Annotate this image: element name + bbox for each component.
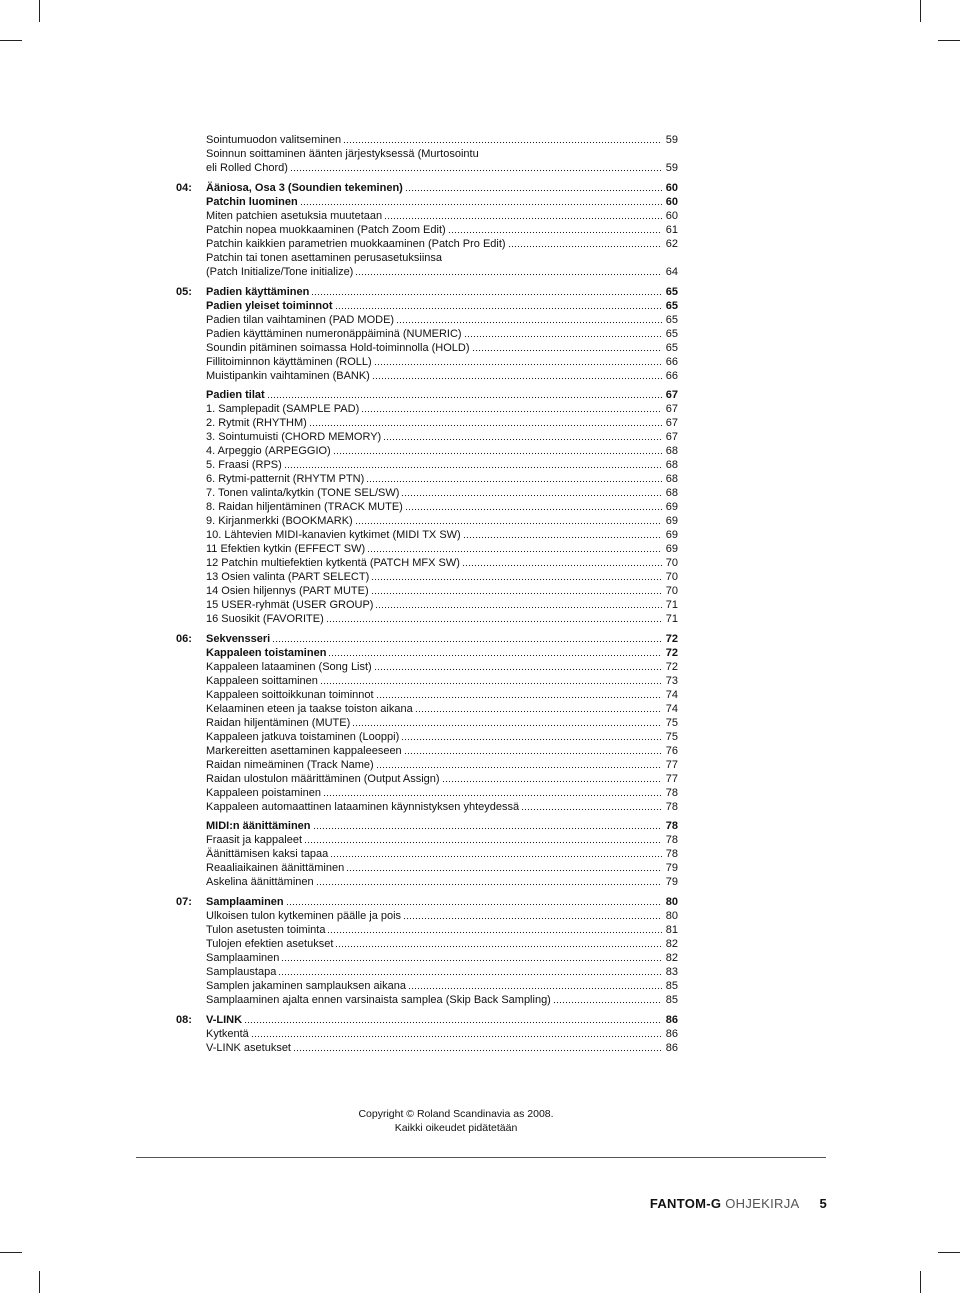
toc-entry — [206, 209, 678, 223]
toc-entry-title: Kappaleen jatkuva toistaminen (Looppi) — [206, 731, 400, 743]
toc-entry — [206, 847, 678, 861]
toc-entry — [206, 556, 678, 570]
toc-entry-title: Kytkentä — [206, 1028, 249, 1040]
toc-page-number: 65 — [665, 328, 678, 340]
toc-page-number: 61 — [665, 224, 678, 236]
dot-leader — [376, 696, 662, 699]
dot-leader — [284, 466, 662, 469]
toc-entry — [206, 237, 678, 251]
dot-leader — [333, 452, 662, 455]
toc-chapter — [176, 181, 678, 279]
dot-leader — [316, 883, 662, 886]
toc-page-number: 73 — [665, 675, 678, 687]
dot-leader — [290, 169, 662, 172]
toc-page-number: 60 — [665, 196, 678, 208]
dot-leader — [343, 141, 662, 144]
toc-entry — [206, 1027, 678, 1041]
page-number: 5 — [819, 1196, 827, 1211]
toc-entry-title: Padien käyttäminen numeronäppäiminä (NUMERIC) — [206, 328, 462, 340]
crop-mark — [0, 40, 22, 41]
toc-chapter — [176, 285, 678, 626]
toc-page-number: 65 — [665, 300, 678, 312]
toc-entry — [206, 598, 678, 612]
toc-page-number: 72 — [665, 661, 678, 673]
toc-page-number: 70 — [665, 585, 678, 597]
toc-entry — [206, 251, 678, 279]
chapter-title — [206, 1013, 678, 1027]
toc-page-number: 60 — [665, 210, 678, 222]
rights-line: Kaikki oikeudet pidätetään — [394, 1122, 518, 1134]
dot-leader — [293, 1049, 662, 1052]
toc-entry-title: MIDI:n äänittäminen — [206, 820, 311, 832]
toc-entry — [206, 416, 678, 430]
toc-page-number: 66 — [665, 356, 678, 368]
toc-entry-title: V-LINK — [206, 1014, 243, 1026]
crop-mark — [39, 1271, 40, 1293]
dot-leader — [328, 654, 662, 657]
toc-entry — [206, 612, 678, 626]
dot-leader — [320, 682, 662, 685]
dot-leader — [371, 578, 662, 581]
toc-entry — [206, 584, 678, 598]
toc-entry — [206, 730, 678, 744]
toc-page-number: 71 — [665, 613, 678, 625]
toc-page-number: 78 — [665, 787, 678, 799]
toc-entry-title: 16 Suosikit (FAVORITE) — [206, 613, 324, 625]
toc-page-number: 86 — [665, 1028, 678, 1040]
toc-entry — [206, 786, 678, 800]
dot-leader — [323, 794, 662, 797]
toc-entry-title: Raidan nimeäminen (Track Name) — [206, 759, 374, 771]
toc-page-number: 78 — [665, 820, 678, 832]
dot-leader — [304, 841, 662, 844]
toc-page-number: 80 — [665, 910, 678, 922]
toc-entry — [206, 147, 678, 175]
dot-leader — [374, 668, 662, 671]
dot-leader — [383, 438, 662, 441]
toc-page-number: 82 — [665, 938, 678, 950]
dot-leader — [405, 189, 662, 192]
toc-page-number: 68 — [665, 459, 678, 471]
toc-entry — [206, 341, 678, 355]
crop-mark — [39, 0, 40, 22]
toc-entry-title: Patchin nopea muokkaaminen (Patch Zoom Edit) — [206, 224, 446, 236]
footer-rule — [136, 1157, 826, 1158]
toc-entry-title: 11 Efektien kytkin (EFFECT SW) — [206, 543, 366, 555]
toc-page-number: 71 — [665, 599, 678, 611]
toc-entry — [206, 800, 678, 814]
toc-entry-title: Kappaleen soittaminen — [206, 675, 318, 687]
toc-entry-title: Soundin pitäminen soimassa Hold-toiminnolla (HOLD) — [206, 342, 470, 354]
dot-leader — [462, 564, 662, 567]
dot-leader — [366, 480, 662, 483]
dot-leader — [330, 855, 662, 858]
manual-name: OHJEKIRJA — [721, 1196, 800, 1211]
dot-leader — [415, 710, 662, 713]
toc-entry — [206, 402, 678, 416]
toc-entry — [206, 528, 678, 542]
toc-entry-title: Kappaleen soittoikkunan toiminnot — [206, 689, 374, 701]
toc-entry — [206, 660, 678, 674]
dot-leader — [309, 424, 662, 427]
toc-entry-title: Sointumuodon valitseminen — [206, 134, 342, 146]
toc-entry — [206, 716, 678, 730]
toc-entry — [206, 758, 678, 772]
dot-leader — [401, 738, 662, 741]
dot-leader — [372, 377, 662, 380]
toc-page-number: 77 — [665, 773, 678, 785]
toc-page-number: 86 — [665, 1014, 678, 1026]
toc-entry — [206, 355, 678, 369]
chapter-title — [206, 285, 678, 299]
dot-leader — [272, 640, 662, 643]
dot-leader — [408, 987, 662, 990]
chapter-title — [206, 632, 678, 646]
toc-page-number: 85 — [665, 994, 678, 1006]
toc-page-number: 69 — [665, 529, 678, 541]
chapter-number: 07: — [176, 896, 192, 908]
toc-page-number: 76 — [665, 745, 678, 757]
dot-leader — [281, 959, 662, 962]
dot-leader — [463, 536, 662, 539]
toc-entry — [206, 861, 678, 875]
toc-entry-title: eli Rolled Chord) — [206, 162, 288, 174]
toc-entry — [206, 500, 678, 514]
dot-leader — [464, 335, 662, 338]
toc-entry-title: Sekvensseri — [206, 633, 271, 645]
toc-entry — [206, 702, 678, 716]
toc-entry — [206, 472, 678, 486]
toc-entry-title: Padien tilat — [206, 389, 265, 401]
toc-entry — [206, 369, 678, 383]
crop-mark — [920, 1271, 921, 1293]
crop-mark — [0, 1252, 22, 1253]
dot-leader — [355, 522, 662, 525]
toc-entry — [206, 951, 678, 965]
toc-entry-title: Kappaleen lataaminen (Song List) — [206, 661, 372, 673]
toc-entry-title: 1. Samplepadit (SAMPLE PAD) — [206, 403, 360, 415]
toc-page-number: 78 — [665, 801, 678, 813]
toc-page-number: 77 — [665, 759, 678, 771]
dot-leader — [355, 273, 662, 276]
chapter-number: 05: — [176, 286, 192, 298]
toc-entry-title: Padien yleiset toiminnot — [206, 300, 333, 312]
toc-entry-title: 10. Lähtevien MIDI-kanavien kytkimet (MIDI TX SW) — [206, 529, 461, 541]
toc-entry-title: Samplaustapa — [206, 966, 277, 978]
toc-page-number: 69 — [665, 543, 678, 555]
dot-leader — [404, 752, 662, 755]
dot-leader — [374, 363, 662, 366]
crop-mark — [938, 40, 960, 41]
dot-leader — [335, 307, 662, 310]
toc-entry-title: 6. Rytmi-patternit (RHYTM PTN) — [206, 473, 365, 485]
toc-page-number: 82 — [665, 952, 678, 964]
crop-mark — [938, 1252, 960, 1253]
toc-entry-title: 15 USER-ryhmät (USER GROUP) — [206, 599, 374, 611]
toc-entry — [206, 674, 678, 688]
toc-page-number: 68 — [665, 473, 678, 485]
toc-entry-title: Kappaleen automaattinen lataaminen käynnistyksen yhteydessä — [206, 801, 520, 813]
toc-entry-title: Patchin kaikkien parametrien muokkaaminen (Patch Pro Edit) — [206, 238, 506, 250]
toc-page-number: 65 — [665, 342, 678, 354]
toc-page-number: 86 — [665, 1042, 678, 1054]
toc-page-number: 65 — [665, 286, 678, 298]
toc-chapter — [176, 632, 678, 889]
dot-leader — [267, 396, 662, 399]
dot-leader — [405, 508, 662, 511]
toc-entry-title: Muistipankin vaihtaminen (BANK) — [206, 370, 370, 382]
toc-group — [206, 388, 678, 402]
copyright-line: Copyright © Roland Scandinavia as 2008. — [358, 1108, 554, 1120]
toc-group — [206, 646, 678, 660]
dot-leader — [244, 1021, 662, 1024]
toc-entry-title: Ääniosa, Osa 3 (Soundien tekeminen) — [206, 182, 403, 194]
toc-entry-title: 12 Patchin multiefektien kytkentä (PATCH MFX SW) — [206, 557, 460, 569]
toc-page-number: 72 — [665, 633, 678, 645]
toc-page-number: 81 — [665, 924, 678, 936]
dot-leader — [403, 917, 662, 920]
toc-entry — [206, 327, 678, 341]
toc-page-number: 83 — [665, 966, 678, 978]
toc-entry-title: 5. Fraasi (RPS) — [206, 459, 282, 471]
toc-entry-title: Soinnun soittaminen äänten järjestyksessä (Murtosointu — [206, 148, 479, 160]
dot-leader — [384, 217, 662, 220]
toc-page-number: 78 — [665, 834, 678, 846]
toc-entry — [206, 772, 678, 786]
toc-entry-title: Samplaaminen — [206, 952, 280, 964]
toc-group — [206, 195, 678, 209]
toc-entry-title: Fillitoiminnon käyttäminen (ROLL) — [206, 356, 372, 368]
dot-leader — [335, 945, 662, 948]
toc-page-number: 69 — [665, 501, 678, 513]
toc-entry-title: Samplaaminen ajalta ennen varsinaista samplea (Skip Back Sampling) — [206, 994, 551, 1006]
toc-group — [206, 299, 678, 313]
toc-entry — [206, 744, 678, 758]
toc-entry-title: 2. Rytmit (RHYTHM) — [206, 417, 307, 429]
dot-leader — [442, 780, 662, 783]
toc-entry-title: Kelaaminen eteen ja taakse toiston aikana — [206, 703, 413, 715]
toc-page-number: 67 — [665, 403, 678, 415]
toc-entry-title: Tulon asetusten toiminta — [206, 924, 326, 936]
dot-leader — [396, 321, 662, 324]
dot-leader — [375, 606, 662, 609]
toc-entry-title: 13 Osien valinta (PART SELECT) — [206, 571, 370, 583]
chapter-number: 06: — [176, 633, 192, 645]
toc-entry-title: Ulkoisen tulon kytkeminen päälle ja pois — [206, 910, 402, 922]
toc-entry-title: Tulojen efektien asetukset — [206, 938, 334, 950]
toc-entry-title: Fraasit ja kappaleet — [206, 834, 302, 846]
toc-entry — [206, 486, 678, 500]
toc-page-number: 60 — [665, 182, 678, 194]
toc-entry — [206, 1041, 678, 1055]
toc-page-number: 74 — [665, 689, 678, 701]
dot-leader — [326, 620, 662, 623]
toc-entry-title: 8. Raidan hiljentäminen (TRACK MUTE) — [206, 501, 403, 513]
toc-entry-title: Kappaleen toistaminen — [206, 647, 327, 659]
toc-entry-title: Kappaleen poistaminen — [206, 787, 321, 799]
toc-entry-title: Padien tilan vaihtaminen (PAD MODE) — [206, 314, 395, 326]
toc-entry — [206, 514, 678, 528]
toc-entry-title: Raidan ulostulon määrittäminen (Output Assign) — [206, 773, 440, 785]
dot-leader — [508, 245, 662, 248]
toc-page-number: 75 — [665, 717, 678, 729]
toc-page-number: 70 — [665, 557, 678, 569]
toc-page-number: 72 — [665, 647, 678, 659]
toc-entry — [206, 965, 678, 979]
dot-leader — [401, 494, 662, 497]
toc-entry — [206, 570, 678, 584]
toc-page-number: 74 — [665, 703, 678, 715]
toc-entry-title: Askelina äänittäminen — [206, 876, 314, 888]
toc-page-number: 79 — [665, 876, 678, 888]
dot-leader — [327, 931, 662, 934]
toc-entry — [206, 458, 678, 472]
toc-page-number: 67 — [665, 431, 678, 443]
chapter-number: 08: — [176, 1014, 192, 1026]
toc-entry-title: Miten patchien asetuksia muutetaan — [206, 210, 383, 222]
toc-chapter — [176, 1013, 678, 1055]
toc-entry — [206, 923, 678, 937]
toc-entry-title: Raidan hiljentäminen (MUTE) — [206, 717, 351, 729]
toc-entry-title: 9. Kirjanmerkki (BOOKMARK) — [206, 515, 353, 527]
dot-leader — [251, 1035, 662, 1038]
product-name: FANTOM-G — [649, 1196, 722, 1211]
toc-page-number: 67 — [665, 389, 678, 401]
dot-leader — [361, 410, 662, 413]
toc-page-number: 59 — [665, 162, 678, 174]
toc-entry-title: Samplen jakaminen samplauksen aikana — [206, 980, 406, 992]
toc-page-number: 65 — [665, 314, 678, 326]
toc-entry-title: V-LINK asetukset — [206, 1042, 291, 1054]
dot-leader — [371, 592, 662, 595]
dot-leader — [367, 550, 662, 553]
toc-entry — [206, 688, 678, 702]
toc-page-number: 75 — [665, 731, 678, 743]
toc-entry — [206, 223, 678, 237]
toc-entry — [206, 833, 678, 847]
toc-page-number: 79 — [665, 862, 678, 874]
dot-leader — [286, 903, 662, 906]
toc-entry — [206, 444, 678, 458]
toc-page-number: 62 — [665, 238, 678, 250]
dot-leader — [313, 827, 662, 830]
toc-entry — [206, 909, 678, 923]
crop-mark — [920, 0, 921, 22]
toc-chapter — [176, 895, 678, 1007]
toc-entry — [206, 430, 678, 444]
toc-page-number: 69 — [665, 515, 678, 527]
toc-entry-title: Padien käyttäminen — [206, 286, 310, 298]
toc-entry — [206, 542, 678, 556]
toc-entry-title: Patchin tai tonen asettaminen perusasetuksiinsa — [206, 252, 443, 264]
chapter-title — [206, 895, 678, 909]
toc-entry — [206, 937, 678, 951]
toc-page-number: 70 — [665, 571, 678, 583]
chapter-number: 04: — [176, 182, 192, 194]
dot-leader — [311, 293, 662, 296]
toc-page-number: 64 — [665, 266, 678, 278]
dot-leader — [472, 349, 662, 352]
toc-page-number: 67 — [665, 417, 678, 429]
toc-entry-title: Markereitten asettaminen kappaleeseen — [206, 745, 402, 757]
dot-leader — [448, 231, 662, 234]
toc-page-number: 66 — [665, 370, 678, 382]
toc-page-number: 85 — [665, 980, 678, 992]
page-footer — [650, 1196, 827, 1211]
dot-leader — [300, 203, 662, 206]
toc-page-number: 80 — [665, 896, 678, 908]
dot-leader — [376, 766, 662, 769]
toc-entry — [206, 133, 678, 147]
toc-entry-title: 4. Arpeggio (ARPEGGIO) — [206, 445, 331, 457]
toc-entry — [206, 993, 678, 1007]
dot-leader — [346, 869, 662, 872]
toc-entry — [206, 979, 678, 993]
toc-entry — [206, 875, 678, 889]
toc-entry-title: Äänittämisen kaksi tapaa — [206, 848, 329, 860]
dot-leader — [521, 808, 662, 811]
toc-page-number: 59 — [665, 134, 678, 146]
copyright — [340, 1107, 572, 1135]
dot-leader — [553, 1001, 662, 1004]
toc-entry-title: Samplaaminen — [206, 896, 284, 908]
table-of-contents — [176, 133, 678, 1061]
toc-entry-title: 7. Tonen valinta/kytkin (TONE SEL/SW) — [206, 487, 400, 499]
toc-entry-title: (Patch Initialize/Tone initialize) — [206, 266, 354, 278]
toc-entry-title: Patchin luominen — [206, 196, 298, 208]
toc-entry-title: 14 Osien hiljennys (PART MUTE) — [206, 585, 369, 597]
toc-entry-title: 3. Sointumuisti (CHORD MEMORY) — [206, 431, 382, 443]
toc-entry-title: Reaaliaikainen äänittäminen — [206, 862, 345, 874]
dot-leader — [352, 724, 662, 727]
toc-page-number: 78 — [665, 848, 678, 860]
toc-page-number: 68 — [665, 487, 678, 499]
toc-entry — [206, 313, 678, 327]
dot-leader — [278, 973, 662, 976]
toc-page-number: 68 — [665, 445, 678, 457]
chapter-title — [206, 181, 678, 195]
toc-group — [206, 819, 678, 833]
